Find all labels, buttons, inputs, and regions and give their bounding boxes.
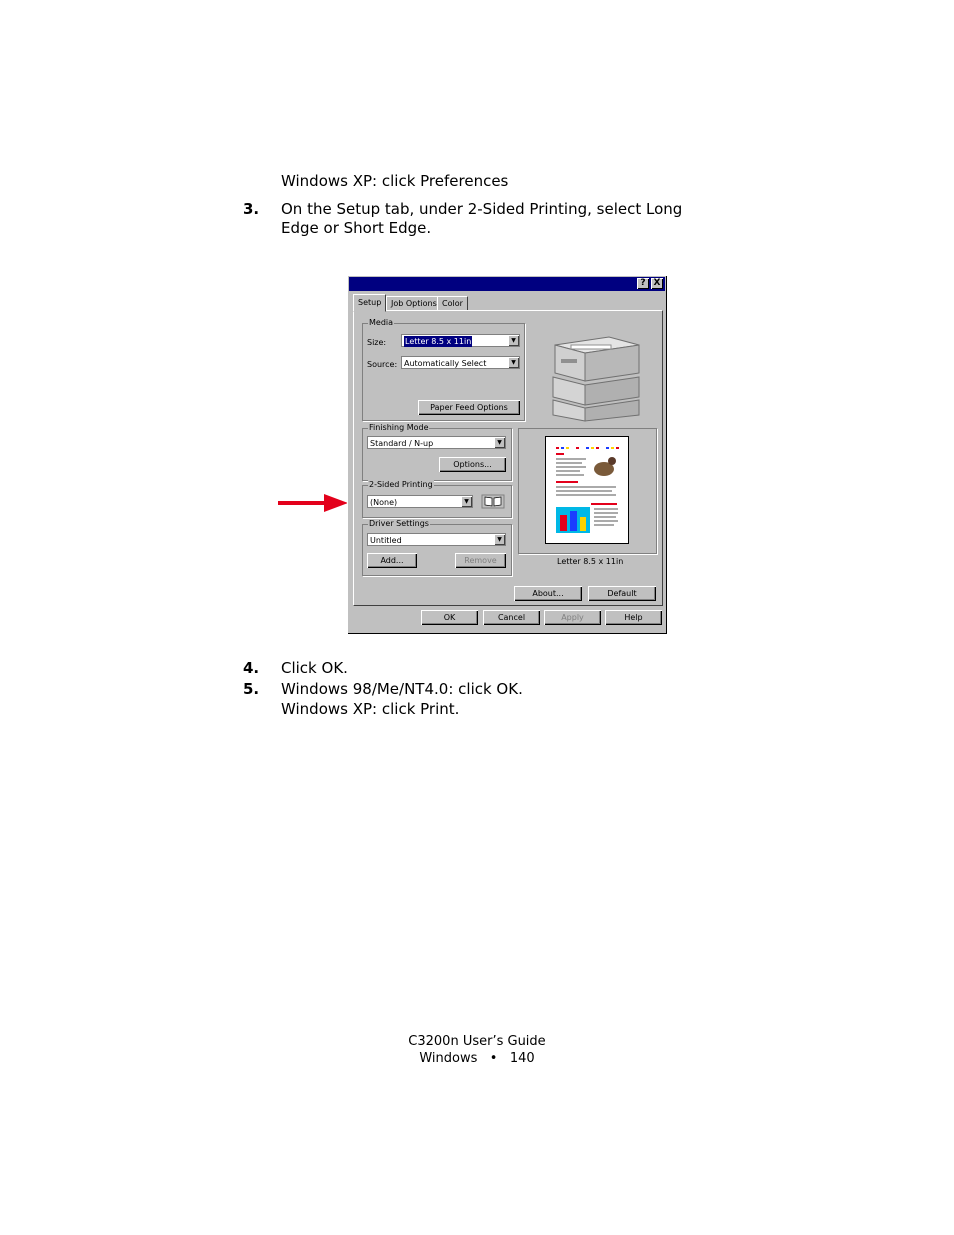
finishing-mode-group [362, 423, 512, 481]
booklet-icon[interactable] [481, 494, 505, 509]
apply-button[interactable]: Apply [544, 610, 601, 625]
remove-button[interactable]: Remove [455, 553, 506, 568]
chevron-down-icon[interactable]: ▼ [494, 437, 505, 448]
size-select[interactable] [401, 334, 520, 347]
finishing-mode-select[interactable] [367, 436, 506, 449]
footer-page-line [0, 1050, 954, 1067]
chevron-down-icon[interactable]: ▼ [494, 534, 505, 545]
two-sided-selected-value: (None) [370, 498, 398, 507]
page-preview [545, 436, 629, 544]
tab-job-options[interactable]: Job Options [386, 296, 442, 310]
help-button[interactable]: Help [605, 610, 662, 625]
media-group [362, 318, 525, 421]
driver-selected-value: Untitled [370, 536, 402, 545]
about-button[interactable]: About... [514, 586, 582, 601]
chevron-down-icon[interactable]: ▼ [461, 496, 472, 507]
driver-settings-group [362, 519, 512, 576]
chevron-down-icon[interactable]: ▼ [508, 335, 519, 346]
step5-line2: Windows XP: click Print. [281, 700, 460, 718]
setup-tab-panel [353, 310, 663, 606]
page-preview-graphic [546, 437, 628, 543]
finishing-mode-label: Finishing Mode [369, 423, 429, 432]
driver-settings-select[interactable] [367, 533, 506, 546]
dialog-titlebar [349, 277, 665, 291]
printer-image [549, 323, 645, 423]
footer [0, 1033, 954, 1067]
footer-page-number: 140 [509, 1051, 535, 1066]
chevron-down-icon[interactable]: ▼ [508, 357, 519, 368]
printer-preferences-dialog [347, 275, 667, 634]
size-label: Size: [367, 338, 387, 347]
default-button[interactable]: Default [588, 586, 656, 601]
paper-feed-options-button[interactable]: Paper Feed Options [418, 400, 520, 415]
footer-bullet: • [489, 1051, 498, 1066]
source-select[interactable] [401, 356, 520, 369]
two-sided-printing-label: 2-Sided Printing [369, 480, 433, 489]
footer-section: Windows [419, 1051, 478, 1066]
step-prefs-text: Windows XP: click Preferences [281, 172, 509, 190]
preview-frame [518, 428, 657, 554]
step5-number: 5. [243, 680, 260, 698]
source-label: Source: [367, 360, 398, 369]
two-sided-select[interactable] [367, 495, 473, 508]
footer-title: C3200n User’s Guide [408, 1034, 546, 1049]
size-selected-value: Letter 8.5 x 11in [405, 337, 472, 346]
preview-caption: Letter 8.5 x 11in [557, 557, 624, 566]
pointer-arrow-icon [278, 494, 348, 512]
source-selected-value: Automatically Select [404, 359, 487, 368]
step3-line2: Edge or Short Edge. [281, 219, 432, 237]
tab-color[interactable]: Color [437, 296, 468, 310]
step3-number: 3. [243, 200, 260, 218]
driver-settings-label: Driver Settings [369, 519, 429, 528]
options-button[interactable]: Options... [439, 457, 506, 472]
step4-text: Click OK. [281, 659, 348, 677]
step4-number: 4. [243, 659, 260, 677]
close-button[interactable]: X [651, 278, 663, 289]
add-button[interactable]: Add... [367, 553, 417, 568]
step5-text: Windows 98/Me/NT4.0: click OK. [281, 680, 523, 698]
step3-line1: On the Setup tab, under 2-Sided Printing, select Long [281, 200, 683, 218]
ok-button[interactable]: OK [421, 610, 478, 625]
finishing-selected-value: Standard / N-up [370, 439, 434, 448]
media-group-label: Media [369, 318, 394, 327]
cancel-button[interactable]: Cancel [483, 610, 540, 625]
help-question-button[interactable]: ? [637, 278, 649, 289]
two-sided-printing-group [362, 480, 512, 518]
tab-setup[interactable]: Setup [353, 294, 386, 312]
